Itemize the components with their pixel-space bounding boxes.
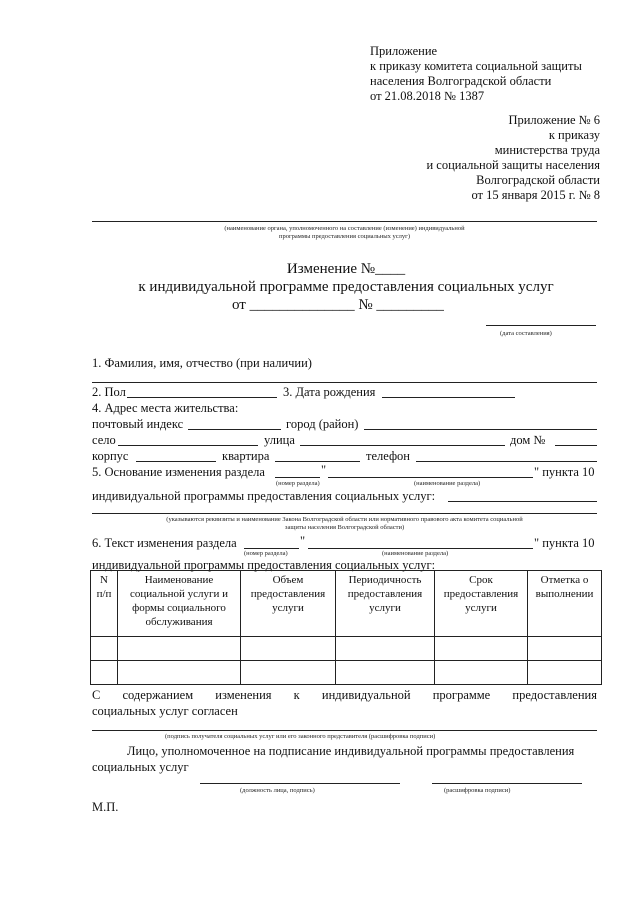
consent-signature-line[interactable] <box>92 730 597 731</box>
apartment-line[interactable] <box>275 461 360 462</box>
stamp-place: М.П. <box>92 800 119 814</box>
program-line-2: индивидуальной программы предоставления социальных услуг: <box>92 558 436 572</box>
header2-line: министерства труда <box>494 143 600 157</box>
table-cell[interactable] <box>241 637 336 661</box>
organ-caption <box>92 225 597 241</box>
caption-section-name-2: (наименование раздела) <box>382 550 449 557</box>
caption-section-name: (наименование раздела) <box>414 480 481 487</box>
authorized-text-line1: Лицо, уполномоченное на подписание индивидуальной программы предоставления <box>127 744 575 758</box>
quote-open: " <box>321 463 327 477</box>
authorized-text-line2: социальных услуг <box>92 760 189 774</box>
table-cell[interactable] <box>435 661 528 685</box>
city-label: город (район) <box>286 417 359 431</box>
law-line[interactable] <box>92 513 597 514</box>
header1-line: к приказу комитета социальной защиты <box>370 59 582 73</box>
caption-law-line: (указываются реквизиты и наименование Закона Волгоградской области или нормативного правового акта комитета социальной <box>166 516 523 523</box>
authorized-position-line[interactable] <box>200 783 400 784</box>
phone-line[interactable] <box>416 461 597 462</box>
organ-name-line[interactable] <box>92 221 597 222</box>
title-date-number: от ______________ № _________ <box>232 297 444 313</box>
header1-line: населения Волгоградской области <box>370 74 552 88</box>
th-mark: Отметка о выполнении <box>528 571 602 637</box>
change-section-no-line[interactable] <box>244 548 299 549</box>
header-appendix-6 <box>426 113 600 203</box>
field-sex-label: 2. Пол <box>92 385 126 399</box>
table-cell[interactable] <box>528 661 602 685</box>
table-cell[interactable] <box>118 637 241 661</box>
program-basis-line[interactable] <box>448 501 597 502</box>
header2-line: Волгоградской области <box>476 173 600 187</box>
village-line[interactable] <box>118 445 258 446</box>
th-number: N п/п <box>91 571 118 637</box>
th-term: Срок предоставления услуги <box>435 571 528 637</box>
consent-text-line1: С содержанием изменения к индивидуальной программе предоставления <box>92 688 597 702</box>
street-line[interactable] <box>300 445 505 446</box>
table-row[interactable] <box>91 661 602 685</box>
header2-line: Приложение № 6 <box>508 113 600 127</box>
compile-date-line[interactable] <box>486 325 596 326</box>
caption-section-no: (номер раздела) <box>276 480 320 487</box>
basis-section-no-line[interactable] <box>275 477 320 478</box>
header2-line: и социальной защиты населения <box>426 158 600 172</box>
basis-section-name-line[interactable] <box>328 477 533 478</box>
field-basis-label: 5. Основание изменения раздела <box>92 465 265 479</box>
table-cell[interactable] <box>528 637 602 661</box>
house-label: дом № <box>510 433 546 447</box>
date-caption: (дата составления) <box>500 330 552 337</box>
authorized-decode-line[interactable] <box>432 783 582 784</box>
change-section-name-line[interactable] <box>308 548 533 549</box>
title-line: Изменение №____ <box>286 261 406 277</box>
field-birthdate-label: 3. Дата рождения <box>283 385 376 399</box>
field-fio-line[interactable] <box>92 382 597 383</box>
consent-caption: (подпись получателя социальных услуг или его законного представителя (расшифровка подписи) <box>165 733 436 740</box>
program-line: индивидуальной программы предоставления социальных услуг: <box>92 489 436 503</box>
table-row[interactable] <box>91 637 602 661</box>
village-label: село <box>92 433 116 447</box>
house-line[interactable] <box>555 445 597 446</box>
table-header-row <box>91 571 602 637</box>
caption-law-line: защиты населения Волгоградской области) <box>284 524 405 531</box>
table-cell[interactable] <box>336 637 435 661</box>
building-label: корпус <box>92 449 129 463</box>
table-cell[interactable] <box>91 637 118 661</box>
caption-law <box>92 516 597 532</box>
table-cell[interactable] <box>118 661 241 685</box>
authorized-caption-right: (расшифровка подписи) <box>444 787 511 794</box>
basis-punkt: " пункта 10 <box>534 465 595 479</box>
header2-line: к приказу <box>548 128 600 142</box>
header1-line: от 21.08.2018 № 1387 <box>370 89 485 103</box>
field-change-text-label: 6. Текст изменения раздела <box>92 536 237 550</box>
field-birthdate-line[interactable] <box>382 397 515 398</box>
phone-label: телефон <box>366 449 410 463</box>
street-label: улица <box>264 433 295 447</box>
table-cell[interactable] <box>435 637 528 661</box>
field-address-label: 4. Адрес места жительства: <box>92 401 239 415</box>
header1-line: Приложение <box>370 44 438 58</box>
field-sex-line[interactable] <box>127 397 277 398</box>
field-fio-label: 1. Фамилия, имя, отчество (при наличии) <box>92 356 312 370</box>
table-cell[interactable] <box>336 661 435 685</box>
title-line: к индивидуальной программе предоставления социальных услуг <box>138 279 554 295</box>
authorized-caption-left: (должность лица, подпись) <box>240 787 315 794</box>
caption-section-no-2: (номер раздела) <box>244 550 288 557</box>
city-line[interactable] <box>364 429 597 430</box>
postal-index-line[interactable] <box>188 429 281 430</box>
organ-caption-line: (наименование органа, уполномоченного на составление (изменение) индивидуальной <box>224 225 465 232</box>
quote-open-2: " <box>300 534 306 548</box>
document-title <box>90 260 602 296</box>
change-punkt: " пункта 10 <box>534 536 595 550</box>
header2-line: от 15 января 2015 г. № 8 <box>471 188 600 202</box>
th-service-name: Наименование социальной услуги и формы социального обслуживания <box>118 571 241 637</box>
apartment-label: квартира <box>222 449 270 463</box>
organ-caption-line: программы предоставления социальных услуг) <box>278 233 411 240</box>
th-volume: Объем предоставления услуги <box>241 571 336 637</box>
table-cell[interactable] <box>91 661 118 685</box>
table-cell[interactable] <box>241 661 336 685</box>
building-line[interactable] <box>136 461 216 462</box>
header-appendix <box>370 44 582 104</box>
consent-text-line2: социальных услуг согласен <box>92 704 238 718</box>
th-periodicity: Периодичность предоставления услуги <box>336 571 435 637</box>
postal-index-label: почтовый индекс <box>92 417 184 431</box>
services-table <box>90 570 602 685</box>
